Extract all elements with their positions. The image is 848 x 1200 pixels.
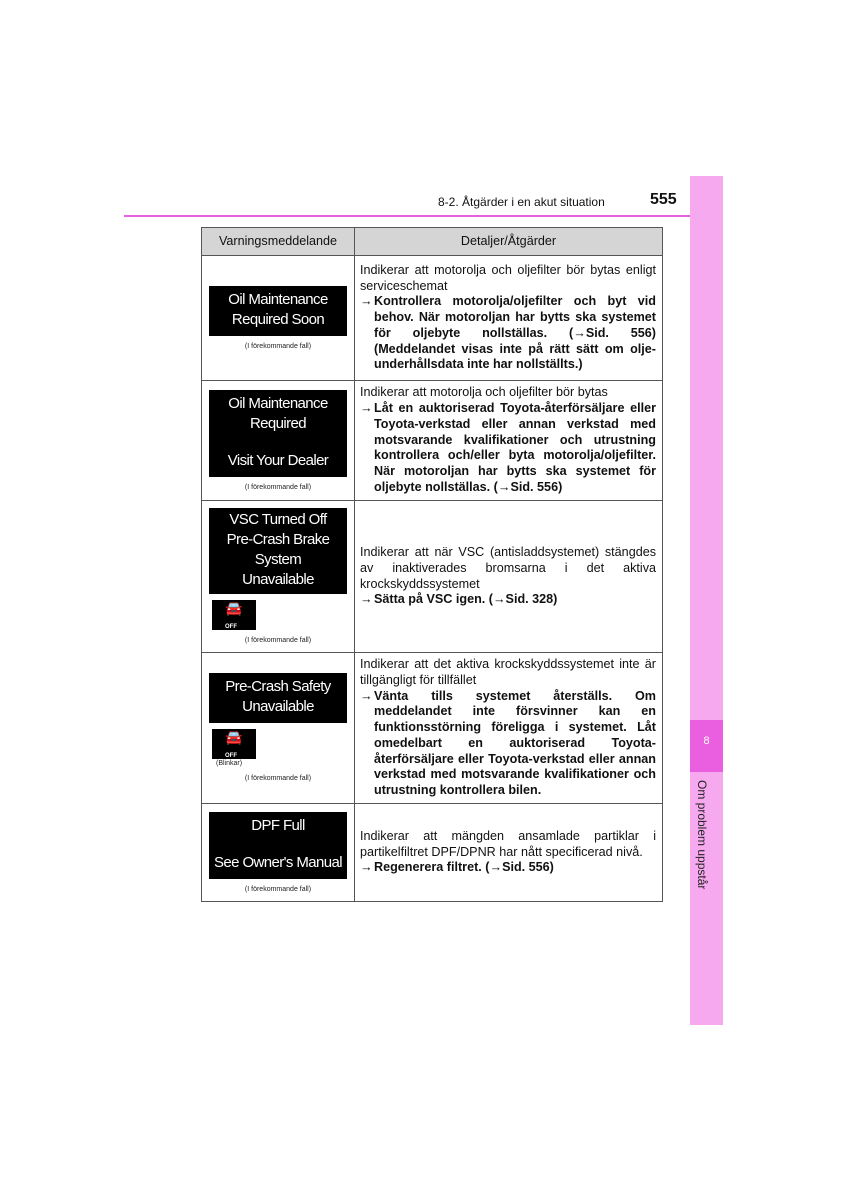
details-cell — [355, 256, 663, 381]
action-text: Regenerera filtret. (→Sid. 556) — [374, 860, 554, 875]
action-item — [360, 401, 656, 496]
screen-line: Required Soon — [231, 310, 325, 328]
screen-line: System — [254, 551, 302, 568]
table-header-row — [202, 228, 663, 256]
column-header-details: Detaljer/Åtgärder — [355, 228, 663, 256]
availability-note: (I förekommande fall) — [244, 637, 312, 644]
details-cell — [355, 501, 663, 653]
action-text: Kontrollera motorolja/oljefilter och byt vid behov. När motoroljan har bytts ska systemet för oljebyte nollställas. (→Sid. 556) (Meddelandet visas inte på rätt sätt om olje-underhållsdata inte har nollställts.) — [374, 294, 656, 372]
warning-image-cell — [202, 653, 355, 804]
warning-image-cell — [202, 381, 355, 501]
chapter-side-tab — [690, 176, 723, 1025]
screen-line: Unavailable — [242, 698, 314, 715]
blink-note: (Blinkar) — [216, 760, 243, 767]
screen-line: Pre-Crash Safety — [225, 678, 331, 695]
arrow-icon: → — [360, 401, 373, 415]
table-row — [202, 501, 663, 653]
display-screen — [209, 508, 347, 594]
action-item — [360, 689, 656, 800]
details-intro: Indikerar att när VSC (antisladdsystemet) stängdes av inaktiverades bromsarna i det aktiva krockskyddssystemet — [360, 544, 656, 591]
details-intro: Indikerar att mängden ansamlade partiklar i partikelfiltret DPF/DPNR har nått specificerad nivå. — [360, 828, 656, 859]
action-item — [360, 592, 656, 608]
screen-line: Oil Maintenance — [228, 290, 328, 308]
action-item — [360, 860, 656, 876]
details-intro: Indikerar att motorolja och oljefilter bör bytas enligt serviceschemat — [360, 262, 656, 293]
availability-note: (I förekommande fall) — [244, 775, 312, 782]
off-label: OFF — [225, 624, 237, 630]
chapter-title: Om problem uppstår — [695, 780, 709, 890]
action-text: Sätta på VSC igen. (→Sid. 328) — [374, 592, 558, 607]
chapter-number: 8 — [690, 720, 723, 772]
details-cell — [355, 381, 663, 501]
arrow-icon: → — [360, 688, 373, 703]
action-text: Låt en auktoriserad Toyota-återförsäljare eller Toyota-verkstad eller annan verkstad med motsvarande kvalifikationer och utrustning kontrollera och/eller byta motorolja/oljefilter. När motoroljan har bytts ska systemet för oljebyte nollställas. (→Sid. 556) — [374, 401, 656, 494]
screen-line: See Owner's Manual — [214, 853, 342, 871]
table-row — [202, 653, 663, 804]
availability-note: (I förekommande fall) — [244, 483, 312, 491]
availability-note: (I förekommande fall) — [244, 342, 312, 350]
page-number: 555 — [650, 191, 677, 208]
display-screen — [209, 812, 347, 879]
action-text: Vänta tills systemet återställs. Om meddelandet inte försvinner kan en funktionsstörning föreligga i systemet. Låt omedelbart en auktoriserad Toyota-återförsäljare eller Toyota-verkstad eller annan verkstad med motsvarande kvalifikationer och utrustning kontrollera bilen. — [374, 688, 656, 798]
arrow-icon: → — [360, 294, 373, 309]
header-rule — [124, 215, 690, 217]
screen-line: VSC Turned Off — [229, 511, 327, 528]
table-row — [202, 804, 663, 902]
section-title: 8-2. Åtgärder i en akut situation — [438, 195, 605, 209]
warning-table — [201, 227, 663, 902]
details-intro: Indikerar att det aktiva krockskyddssystemet inte är tillgängligt för tillfället — [360, 656, 656, 687]
table-row — [202, 381, 663, 501]
column-header-message: Varningsmeddelande — [202, 228, 355, 256]
table-row — [202, 256, 663, 381]
arrow-icon: → — [360, 860, 373, 875]
pre-crash-off-icon: 🚘 OFF — [212, 729, 256, 759]
display-screen — [209, 390, 347, 477]
details-intro: Indikerar att motorolja och oljefilter bör bytas — [360, 385, 608, 400]
screen-line: Pre-Crash Brake — [226, 531, 330, 548]
display-screen — [209, 286, 347, 336]
pre-crash-off-icon: 🚘 OFF — [212, 600, 256, 630]
warning-image-cell — [202, 501, 355, 653]
arrow-icon: → — [360, 592, 373, 607]
off-label: OFF — [225, 753, 237, 759]
details-cell — [355, 804, 663, 902]
warning-image-cell — [202, 804, 355, 902]
screen-line: Unavailable — [242, 571, 314, 588]
warning-image-cell — [202, 256, 355, 381]
availability-note: (I förekommande fall) — [244, 885, 312, 893]
screen-line: Required — [249, 414, 307, 432]
screen-line: Visit Your Dealer — [227, 451, 329, 469]
action-item — [360, 294, 656, 373]
details-cell — [355, 653, 663, 804]
screen-line: DPF Full — [251, 816, 305, 834]
display-screen — [209, 673, 347, 723]
screen-line: Oil Maintenance — [228, 394, 328, 412]
